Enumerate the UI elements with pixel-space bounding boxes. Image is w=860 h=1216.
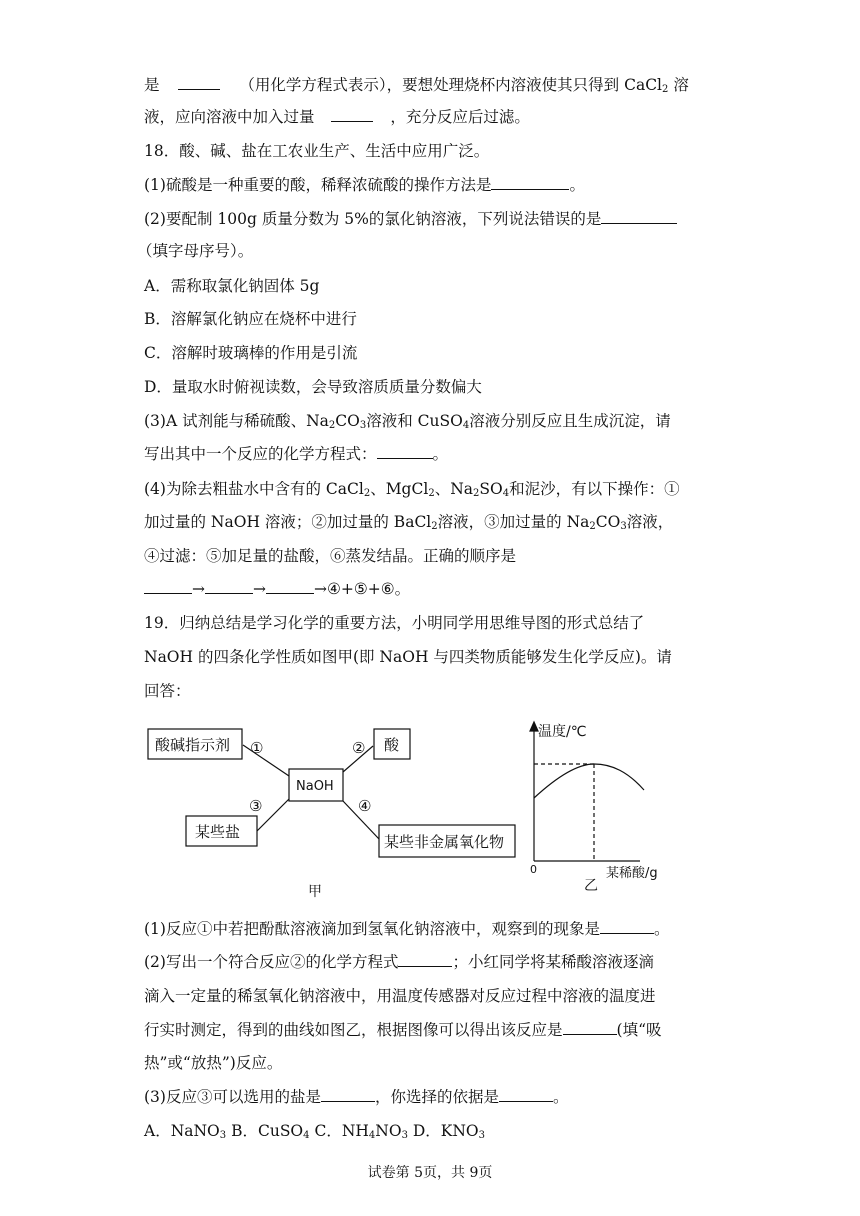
answer-blank	[178, 74, 220, 90]
answer-blank	[563, 1019, 617, 1035]
diagram-jia	[140, 716, 520, 906]
text-line: (4)为除去粗盐水中含有的 CaCl$_2$、MgCl$_2$、$Na_2SO_4$和泥沙，有以下操作：①	[144, 480, 680, 499]
option-d: D．量取水时俯视读数，会导致溶质质量分数偏大	[144, 378, 482, 396]
text-line: (2)要配制 100g 质量分数为 5%的氯化钠溶液，下列说法错误的是	[144, 208, 677, 230]
answer-blank	[601, 208, 677, 224]
text-line: 加过量的 NaOH 溶液；②加过量的 BaCl$_2$溶液，③加过量的 $Na_2CO_3$溶液，	[144, 513, 674, 532]
question-18-title: 18．酸、碱、盐在工农业生产、生活中应用广泛。	[144, 142, 490, 160]
chart-yi	[520, 716, 670, 891]
text-line: 写出其中一个反应的化学方程式： 。	[144, 445, 449, 463]
label-nonmetal-oxides: 某些非金属氧化物	[384, 833, 505, 851]
text-line: → → →④+⑤+⑥。	[144, 578, 410, 600]
text-line: NaOH 的四条化学性质如图甲(即 NaOH 与四类物质能够发生化学反应)。请	[144, 648, 672, 666]
marker-1: ①	[250, 739, 264, 757]
answer-blank	[377, 443, 433, 459]
answer-blank	[205, 578, 253, 594]
text-line: 液，应向溶液中加入过量 ，充分反应后过滤。	[144, 108, 530, 126]
caption-yi: 乙	[584, 878, 598, 891]
answer-blank	[266, 578, 314, 594]
caption-jia: 甲	[308, 884, 322, 900]
answer-blank	[499, 1086, 553, 1102]
options-line: A．NaNO$_3$ B．CuSO$_4$ C．$NH_4NO_3$ D．$KNO_3$	[144, 1122, 486, 1141]
label-acid: 酸	[384, 736, 400, 754]
text-line: （填字母序号）。	[137, 242, 254, 260]
x-axis-label: 某稀酸/g	[606, 866, 658, 881]
answer-blank	[144, 578, 192, 594]
text-line: 行实时测定，得到的曲线如图乙，根据图像可以得出该反应是 (填“吸	[144, 1021, 662, 1039]
text-line: (3)反应③可以选用的盐是 ，你选择的依据是 。	[144, 1088, 569, 1106]
page-footer: 试卷第 5页，共 9页	[367, 1165, 493, 1181]
temperature-curve	[534, 764, 644, 798]
label-acid-base-indicator: 酸碱指示剂	[155, 736, 231, 754]
question-19-title: 19．归纳总结是学习化学的重要方法，小明同学用思维导图的形式总结了	[144, 614, 645, 632]
text-line: (3)A 试剂能与稀硫酸、$Na_2CO_3$溶液和 CuSO$_4$溶液分别反应且生成沉淀，请	[144, 412, 671, 431]
text-line: 热”或“放热”)反应。	[144, 1054, 283, 1072]
label-naoh: NaOH	[296, 779, 334, 794]
option-c: C．溶解时玻璃棒的作用是引流	[144, 344, 358, 362]
answer-blank	[600, 918, 654, 934]
option-b: B．溶解氯化钠应在烧杯中进行	[144, 310, 357, 328]
answer-blank	[398, 951, 452, 967]
text-line: (1)硫酸是一种重要的酸，稀释浓硫酸的操作方法是 。	[144, 176, 585, 194]
marker-2: ②	[352, 739, 366, 757]
y-axis-label: 温度/℃	[538, 724, 587, 740]
option-a: A．需称取氯化钠固体 5g	[144, 277, 320, 295]
text-line: 是 （用化学方程式表示），要想处理烧杯内溶液使其只得到 CaCl$_2$ 溶	[144, 76, 689, 95]
y-axis-arrow	[530, 722, 538, 731]
text-line: 回答：	[144, 682, 191, 700]
text-line: (1)反应①中若把酚酞溶液滴加到氢氧化钠溶液中，观察到的现象是 。	[144, 920, 670, 938]
text-line: 滴入一定量的稀氢氧化钠溶液中，用温度传感器对反应过程中溶液的温度进	[144, 987, 656, 1005]
label-some-salts: 某些盐	[195, 823, 241, 841]
answer-blank	[321, 1086, 375, 1102]
text-line: ④过滤：⑤加足量的盐酸，⑥蒸发结晶。正确的顺序是	[144, 547, 517, 565]
text-line: (2)写出一个符合反应②的化学方程式 ；小红同学将某稀酸溶液逐滴	[144, 953, 654, 971]
marker-3: ③	[249, 797, 263, 815]
answer-blank	[491, 174, 569, 190]
origin-label: 0	[530, 863, 537, 876]
answer-blank	[331, 106, 373, 122]
marker-4: ④	[358, 797, 372, 815]
